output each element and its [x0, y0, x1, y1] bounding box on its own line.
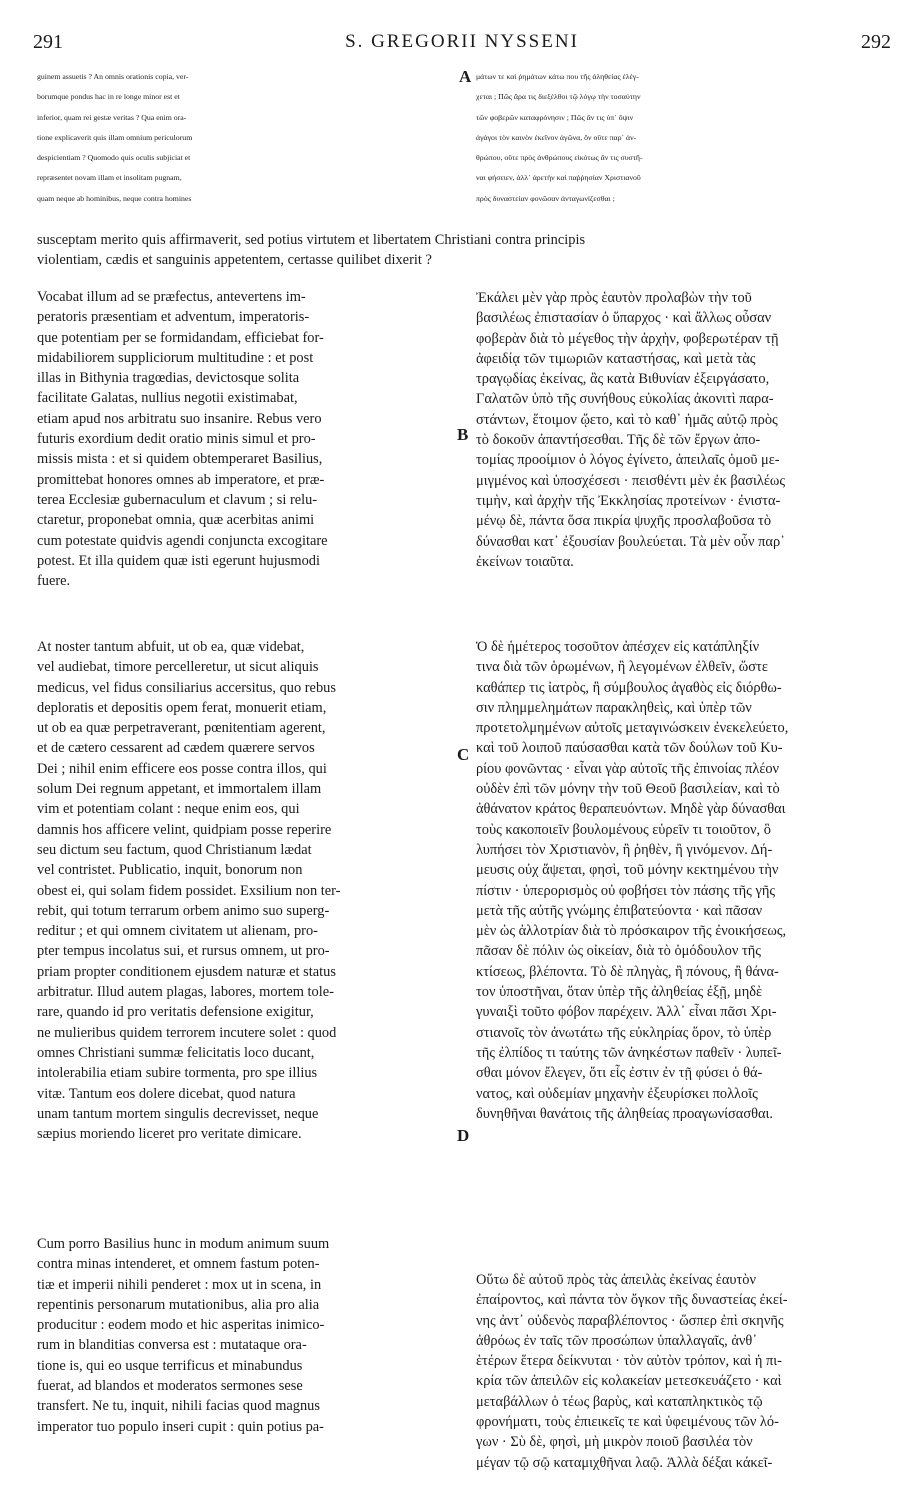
latin-paragraph-4: Cum porro Basilius hunc in modum animum suum contra minas intenderet, et omnem fastum poten- tiæ et imperii nihili penderet : mox ut in scena, in repentinis personarum mutationibus, alia pro alia producitur : eodem modo et hic asperitas inimico- rum in blanditias conversa est : mutataque ora- tione is, qui eo usque terrificus et minabundus fuerat, ad blandos et moderatos sermones sese transfert. Ne tu, inquit, nihili facias quod magnus imperator tuo populo inseri cupit : quin potius pa- — [37, 1236, 330, 1435]
margin-marker-a: A — [459, 67, 472, 86]
greek-paragraph-2: Ἐκάλει μὲν γὰρ πρὸς ἑαυτὸν προλαβὼν τὴν τοῦ βασιλέως ἐπιστασίαν ὁ ὕπαρχος · καὶ ἄλλως οὖσαν φοβερὰν διὰ τὸ μέγεθος τὴν ἀρχὴν, φοβερωτέραν τῇ ἀφειδίᾳ τῶν τιμωριῶν καταστήσας, καὶ μετὰ τὰς τραγῳδίας ἐκείνας, ἃς κατὰ Βιθυνίαν ἐξειργάσατο, Γαλατῶν ὑπὸ τῆς συνήθους εὐκολίας ἀκονιτὶ παρα- στάντων, ἕτοιμον ᾤετο, καὶ τὸ καθ᾽ ἡμᾶς αὐτῷ πρὸς τὸ δοκοῦν ἀπαντήσεσθαι. Τῆς δὲ τῶν ἔργων ἀπο- τομίας προοίμιον ὁ λόγος ἐγίνετο, ἀπειλαῖς ὁμοῦ με- μιγμένος καὶ ὑποσχέσεσι · πεισθέντι μὲν ἐκ βασιλέως τιμὴν, καὶ ἀρχὴν τῆς Ἐκκλησίας προτείνων · ἐνιστα- μένῳ δὲ, πάντα ὅσα πικρία ψυχῆς προσλαβοῦσα τὸ δύνασθαι κατ᾽ ἐξουσίαν βουλεύεται. Τὰ μὲν οὖν παρ᾽ ἐκείνων τοιαῦτα. — [476, 290, 786, 570]
full-width-text: susceptam merito quis affirmaverit, sed potius virtutem et libertatem Christiani contra principis violentiam, cædis et sanguinis appetentem, certasse quilibet dixerit ? — [37, 232, 586, 269]
page-number-left: 291 — [33, 31, 63, 53]
running-title: S. GREGORII NYSSENI — [345, 31, 579, 52]
page-number-right: 292 — [861, 31, 891, 53]
margin-marker-c: C — [457, 745, 470, 764]
latin-paragraph-3: At noster tantum abfuit, ut ob ea, quæ videbat, vel audiebat, timore percelleretur, ut sicut aliquis medicus, vel fidus consiliarius accersitus, quo rebus deploratis et depositis opem ferat, monuerit etiam, ut ob ea quæ perpetraverant, pœnitentiam agerent, et de cætero cessarent ad cædem quærere servos Dei ; nihil enim efficere eos posse contra illos, qui solum Dei regnum appetant, et immortalem illam vim et potentiam colant : neque enim eos, qui damnis hos afficere velint, quidpiam posse reperire seu dictum seu factum, quod Christianum lædat vel contristet. Publicatio, inquit, bonorum non obest ei, qui solam fidem possidet. Exsilium non ter- rebit, qui totum terrarum orbem animo suo superg- reditur ; et qui omnem civitatem ut alienam, pro- pter tempus incolatus sui, et rursus omnem, ut pro- priam propter conditionem ejusdem naturæ et status arbitratur. Illud autem plagas, labores, mortem tole- rare, quando id pro veritatis defensione exigitur, ne mulieribus quidem terrorem incutere solet : quod omnes Christiani summæ felicitatis loco ducant, intolerabilia etiam subire tormenta, pro spe illius vitæ. Tantum eos dolere dicebat, quod natura unam tantum mortem singulis decrevisset, neque sæpius moriendo liceret pro veritate dimicare. — [37, 639, 341, 1143]
margin-marker-d: D — [457, 1126, 470, 1145]
margin-marker-b: B — [457, 425, 469, 444]
greek-paragraph-4: Οὕτω δὲ αὐτοῦ πρὸς τὰς ἀπειλὰς ἐκείνας ἑαυτὸν ἐπαίροντος, καὶ πάντα τὸν ὄγκον τῆς δυναστείας ἐκεί- νης ἀντ᾽ οὐδενὸς παραβλέποντος · ὥσπερ ἐπὶ σκηνῆς ἀθρόως ἐν ταῖς τῶν προσώπων ὑπαλλαγαῖς, ἀνθ᾽ ἑτέρων ἕτερα δείκνυται · τὸν αὐτὸν τρόπον, καὶ ἡ πι- κρία τῶν ἀπειλῶν εἰς κολακείαν μετεσκευάζετο · καὶ μεταβάλλων ὁ τέως βαρὺς, καὶ καταπληκτικὸς τῷ φρονήματι, τοὺς ἐπιεικεῖς τε καὶ ὑφειμένους τῶν λό- γων · Σὺ δὲ, φησὶ, μὴ μικρὸν ποιοῦ βασιλέα τὸν μέγαν τῷ σῷ καταμιχθῆναι λαῷ. Ἀλλὰ δέξαι κάκεῖ- — [476, 1272, 788, 1471]
greek-paragraph-3: Ὁ δὲ ἡμέτερος τοσοῦτον ἀπέσχεν εἰς κατάπληξίν τινα διὰ τῶν ὁρωμένων, ἢ λεγομένων ἐλθεῖν, ὥστε καθάπερ τις ἰατρὸς, ἢ σύμβουλος ἀγαθὸς εἰς διόρθω- σιν πλημμελημάτων παρακληθεὶς, καὶ ὑπὲρ τῶν προτετολμημένων αὐτοῖς μεταγινώσκειν ἐνεκελεύετο, καὶ τοῦ λοιποῦ παύσασθαι κατὰ τῶν δούλων τοῦ Κυ- ρίου φονῶντας · εἶναι γὰρ αὐτοῖς τῆς ἐπινοίας πλέον οὐδὲν ἐπὶ τῶν μόνην τὴν τοῦ Θεοῦ βασιλείαν, καὶ τὸ ἀθάνατον κράτος θεραπευόντων. Μηδὲ γὰρ δύνασθαι τοὺς κακοποιεῖν βουλομένους εὑρεῖν τι τοιοῦτον, ὃ λυπήσει τὸν Χριστιανὸν, ἢ ῥηθὲν, ἢ γινόμενον. Δή- μευσις οὐχ ἅψεται, φησὶ, τοῦ μόνην κεκτημένου τὴν πίστιν · ὑπερορισμὸς οὐ φοβήσει τὸν πάσης τῆς γῆς μετὰ τῆς αὐτῆς γνώμης ἐπιβατεύοντα · καὶ πᾶσαν μὲν ὡς ἀλλοτρίαν διὰ τὸ πρόσκαιρον τῆς ἐνοικήσεως, πᾶσαν δὲ πόλιν ὡς οἰκείαν, διὰ τὸ ὁμόδουλον τῆς κτίσεως, βλέποντα. Τὸ δὲ πληγὰς, ἢ πόνους, ἢ θάνα- τον ὑποστῆναι, ὅταν ὑπὲρ τῆς ἀληθείας ἐξῇ, μηδὲ γυναιξὶ τοῦτο φόβον παρέχειν. Ἀλλ᾽ εἶναι πᾶσι Χρι- στιανοῖς τὸν ἀνωτάτω τῆς εὐκληρίας ὅρον, τὸ ὑπὲρ τῆς ἐλπίδος τι ταύτης τῶν ἀνηκέστων παθεῖν · λυπεῖ- σθαι μόνον ἔλεγεν, ὅτι εἷς ἐστιν ἐν τῇ φύσει ὁ θά- νατος, καὶ οὐδεμίαν μηχανὴν ἐξευρίσκει πολλοῖς δυνηθῆναι θανάτοις τῆς ἀληθείας προαγωνίσασθαι. — [476, 639, 789, 1122]
page-header — [33, 31, 891, 65]
latin-paragraph-1: guinem assuetis ? An omnis orationis copia, ver- borumque pondus hac in re longe minor est et inferior, quam rei gestæ veritas ? Qua enim ora- tione explicaverit quis illam omnium periculorum despicientiam ? Quomodo quis oculis subjiciat et repræsentet novam illam et insolitam pugnam, quam neque ab hominibus, neque contra homines — [37, 72, 193, 203]
greek-paragraph-1: μάτων τε καὶ ῥημάτων κάτω που τῆς ἀληθείας ἐλέγ- χεται ; Πῶς ἄρα τις διεξέλθοι τῷ λόγῳ τὴν τοσαύτην τῶν φοβερῶν καταφρόνησιν ; Πῶς ἄν τις ὑπ᾽ ὄψιν ἀγάγοι τὸν καινὸν ἐκεῖνον ἀγῶνα, ὃν οὔτε παρ᾽ ἀν- θρώπου, οὔτε πρὸς ἀνθρώπους εἰκότως ἄν τις συστῆ- ναι φήσειεν, ἀλλ᾽ ἀρετὴν καὶ παῤῥησίαν Χριστιανοῦ πρὸς δυναστείαν φονῶσαν ἀνταγωνίζεσθαι ; — [476, 72, 643, 203]
latin-paragraph-2: Vocabat illum ad se præfectus, antevertens im- peratoris præsentiam et adventum, imperatoris- que potentiam per se formidandam, efficiebat for- midabiliorem suppliciorum multitudine : et post illas in Bithynia tragœdias, devictosque solita facilitate Galatas, nullius negotii existimabat, etiam apud nos arbitratu suo insanire. Rebus vero futuris exordium dedit oratio minis simul et pro- missis mista : et si quidem obtemperaret Basilius, promittebat honores omnes ab imperatore, et præ- terea Ecclesiæ gubernaculum et clavum ; si relu- ctaretur, proponebat omnia, quæ acerbitas animi cum potestate quidvis agendi conjuncta excogitare potest. Et illa quidem quæ isti egerunt hujusmodi fuere. — [37, 289, 328, 590]
